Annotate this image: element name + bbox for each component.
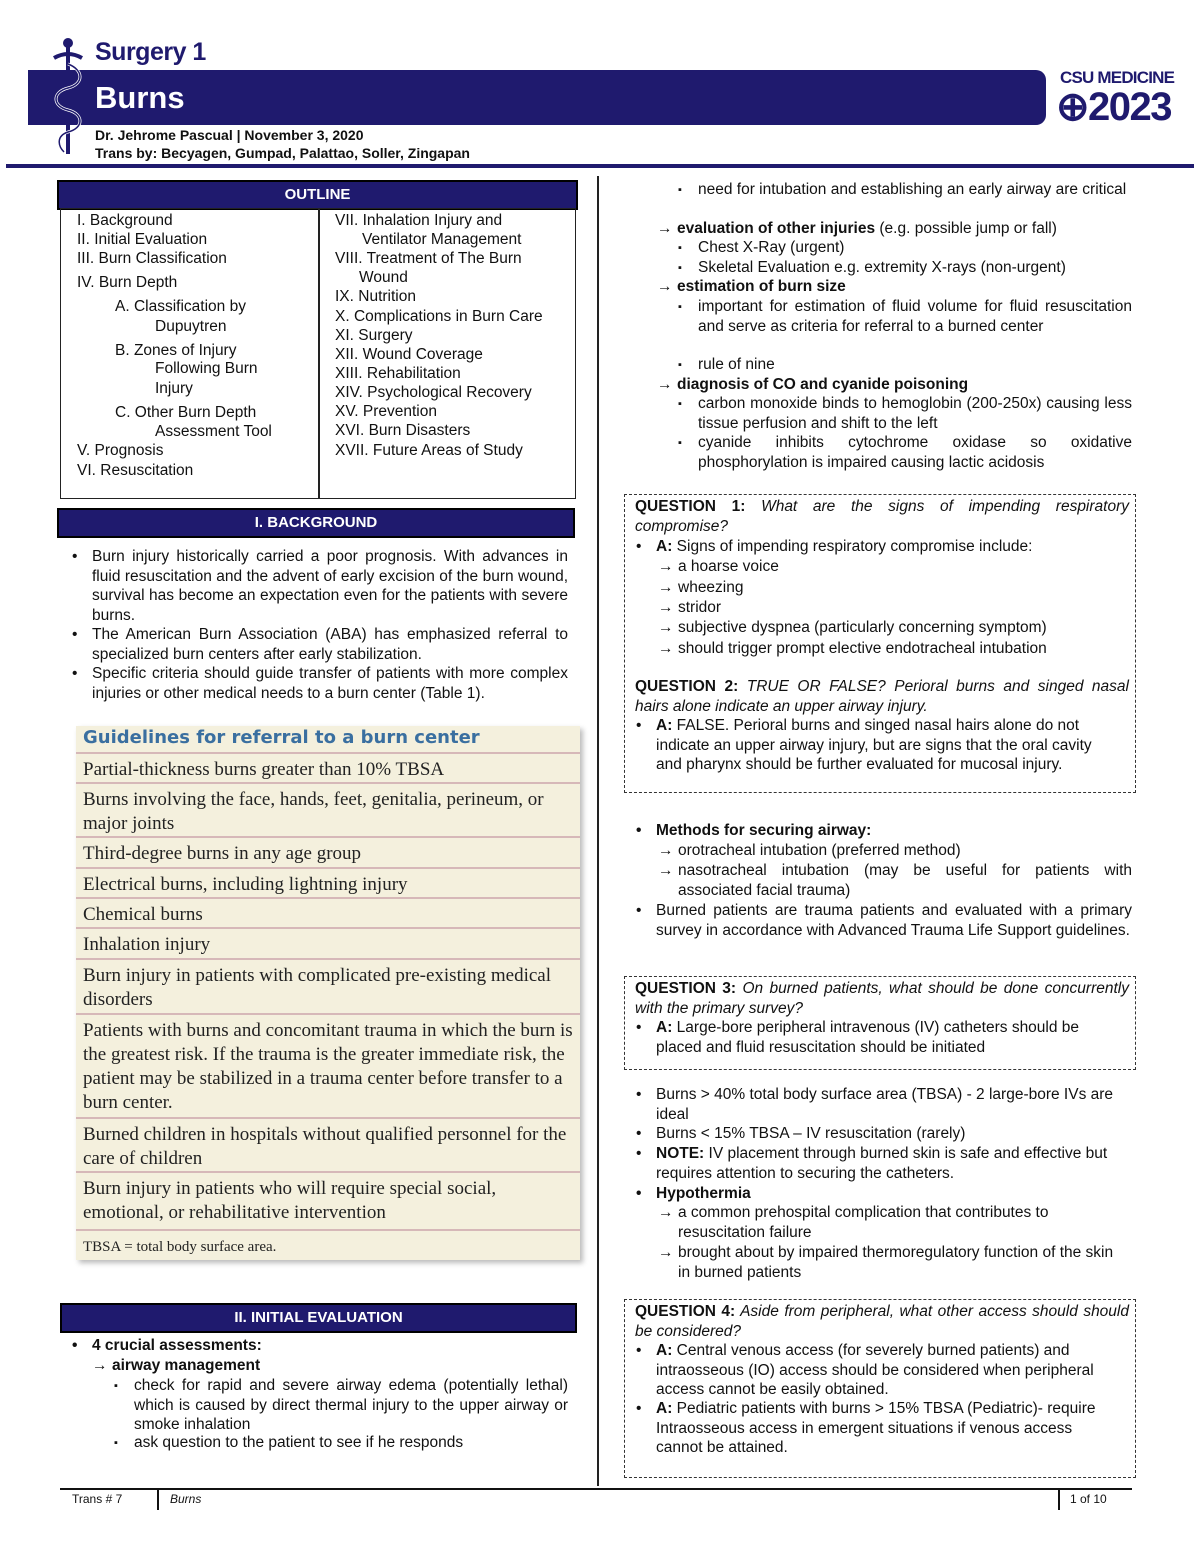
table-row: Third-degree burns in any age group xyxy=(76,836,580,867)
outline-item: IV. Burn Depth xyxy=(77,274,178,291)
trauma-bullet: • Burned patients are trauma patients and evaluated with a primary survey in accordance with Advanced Trauma Life Support guidelines. xyxy=(656,901,1132,940)
outline-subitem: Dupuytren xyxy=(155,318,227,335)
answer-text: Signs of impending respiratory compromise include: xyxy=(676,538,1033,555)
background-heading: I. BACKGROUND xyxy=(57,508,575,538)
table-row: Chemical burns xyxy=(76,897,580,927)
footer-rule xyxy=(60,1488,1132,1490)
answer-text: Pediatric patients with burns > 15% TBSA (Pediatric)- require Intraosseous access in emergent situations if venous access cannot be attained. xyxy=(656,1400,1096,1456)
outline-item: VIII. Treatment of The Burn xyxy=(335,250,522,267)
transcribers-line: Trans by: Becyagen, Gumpad, Palattao, Soller, Zingapan xyxy=(95,145,470,161)
airway-heading: → airway management xyxy=(112,1356,568,1376)
intubation-item: ▪ need for intubation and establishing an early airway are critical xyxy=(698,180,1132,200)
outline-item: XIII. Rehabilitation xyxy=(335,365,461,382)
background-bullet: • Burn injury historically carried a poor prognosis. With advances in fluid resuscitation and the advent of early excision of the burn wound, survival has become an expectation even for the patients with severe burns. xyxy=(92,547,568,625)
answer-item: → a hoarse voice xyxy=(678,557,1130,577)
footer-page-number: 1 of 10 xyxy=(1070,1492,1107,1506)
brand-year: ⊕2023 xyxy=(1056,85,1171,129)
assessments-lead: • 4 crucial assessments: xyxy=(92,1336,568,1356)
answer-text: Large-bore peripheral intravenous (IV) catheters should be placed and fluid resuscitation should be initiated xyxy=(656,1019,1080,1056)
author-line: Dr. Jehrome Pascual | November 3, 2020 xyxy=(95,127,364,143)
answer-label: A: xyxy=(656,1342,673,1359)
table-title: Guidelines for referral to a burn center xyxy=(83,727,480,748)
answer-label: A: xyxy=(656,538,673,555)
table-row: Inhalation injury xyxy=(76,927,580,958)
brand-name: CSU MEDICINE xyxy=(1060,68,1175,87)
answer-text: Central venous access (for severely burned patients) and intraosseous (IO) access should be considered when peripheral access cannot be easily obtained. xyxy=(656,1342,1094,1398)
answer-1 xyxy=(656,537,1130,557)
answer-item: → stridor xyxy=(678,598,1130,618)
outline-item: III. Burn Classification xyxy=(77,250,227,267)
table-row: Burned children in hospitals without qualified personnel for the care of children xyxy=(76,1117,580,1171)
page-title: Burns xyxy=(95,80,185,115)
outline-heading: OUTLINE xyxy=(57,180,578,210)
note-text: IV placement through burned skin is safe and effective but requires attention to securing the catheters. xyxy=(656,1145,1108,1182)
airway-method: → orotracheal intubation (preferred method) xyxy=(678,841,1132,861)
burn-size-item: ▪ rule of nine xyxy=(698,355,1132,375)
answer-2 xyxy=(656,716,1116,775)
answer-item: → subjective dyspnea (particularly concerning symptom) xyxy=(678,618,1130,638)
other-injury-item: ▪ Chest X-Ray (urgent) xyxy=(698,238,1132,258)
answer-label: A: xyxy=(656,1400,673,1417)
outline-item: VI. Resuscitation xyxy=(77,462,194,479)
column-divider xyxy=(597,176,599,1486)
outline-subitem: Following Burn xyxy=(155,360,258,377)
background-bullet: • The American Burn Association (ABA) has emphasized referral to specialized burn centers after early stabilization. xyxy=(92,625,568,664)
outline-item: XVI. Burn Disasters xyxy=(335,422,471,439)
outline-item: II. Initial Evaluation xyxy=(77,231,208,248)
question-text: Aside from peripheral, what other access should should be considered? xyxy=(635,1303,1129,1340)
burn-size-heading: → estimation of burn size xyxy=(677,277,1132,297)
outline-item: IX. Nutrition xyxy=(335,288,416,305)
answer-item: → should trigger prompt elective endotracheal intubation xyxy=(678,639,1130,659)
outline-subitem: A. Classification by xyxy=(115,298,246,315)
answer-4a xyxy=(656,1341,1116,1400)
airway-method: → nasotracheal intubation (may be useful for patients with associated facial trauma) xyxy=(678,861,1132,900)
table-note: TBSA = total body surface area. xyxy=(76,1229,580,1260)
table-row: Partial-thickness burns greater than 10% TBSA xyxy=(76,752,580,782)
initial-eval-heading: II. INITIAL EVALUATION xyxy=(60,1303,577,1333)
outline-divider xyxy=(318,208,320,499)
outline-item: X. Complications in Burn Care xyxy=(335,308,543,325)
answer-text: FALSE. Perioral burns and singed nasal hairs alone do not indicate an upper airway injury, but are signs that the oral cavity and pharynx should be further evaluated for mucosal injury. xyxy=(656,717,1092,773)
answer-item: → wheezing xyxy=(678,578,1130,598)
outline-item: XIV. Psychological Recovery xyxy=(335,384,532,401)
header-rule xyxy=(6,164,1194,168)
hypothermia-item: → brought about by impaired thermoregulatory function of the skin in burned patients xyxy=(678,1243,1128,1282)
co-item: ▪ carbon monoxide binds to hemoglobin (200-250x) causing less tissue perfusion and shift to the left xyxy=(698,394,1132,433)
outline-subitem: Assessment Tool xyxy=(155,423,272,440)
footer-divider xyxy=(157,1490,159,1510)
outline-item: VII. Inhalation Injury and xyxy=(335,212,503,229)
airway-methods-heading: • Methods for securing airway: xyxy=(656,821,1132,841)
table-row: Burn injury in patients with complicated pre-existing medical disorders xyxy=(76,958,580,1013)
answer-label: A: xyxy=(656,1019,673,1036)
airway-item: ▪ check for rapid and severe airway edema (potentially lethal) which is caused by direct thermal injury to the upper airway or smoke inhalation xyxy=(134,1376,568,1435)
question-label: QUESTION 4: xyxy=(635,1303,736,1320)
note-label: NOTE: xyxy=(656,1145,705,1162)
footer-divider xyxy=(1058,1490,1060,1510)
question-text: On burned patients, what should be done concurrently with the primary survey? xyxy=(635,980,1129,1017)
cyanide-item: ▪ cyanide inhibits cytochrome oxidase so oxidative phosphorylation is impaired causing lactic acidosis xyxy=(698,433,1132,472)
outline-subitem: Injury xyxy=(155,380,193,397)
other-injuries-note: (e.g. possible jump or fall) xyxy=(875,220,1057,237)
outline-item: XII. Wound Coverage xyxy=(335,346,483,363)
outline-item: XVII. Future Areas of Study xyxy=(335,442,523,459)
hypothermia-heading: • Hypothermia xyxy=(656,1184,1132,1204)
question-label: QUESTION 1: xyxy=(635,498,746,515)
question-text: TRUE OR FALSE? Perioral burns and singed nasal hairs alone indicate an upper airway injury. xyxy=(635,678,1129,715)
co-cyanide-heading: → diagnosis of CO and cyanide poisoning xyxy=(677,375,1132,395)
iv-bullet: • Burns < 15% TBSA – IV resuscitation (rarely) xyxy=(656,1124,1132,1144)
answer-3 xyxy=(656,1018,1126,1057)
question-text: What are the signs of impending respiratory compromise? xyxy=(635,498,1130,535)
question-4 xyxy=(635,1302,1129,1341)
answer-4b xyxy=(656,1399,1116,1458)
outline-subitem: C. Other Burn Depth xyxy=(115,404,257,421)
outline-item: Ventilator Management xyxy=(362,231,522,248)
outline-item: XI. Surgery xyxy=(335,327,413,344)
question-label: QUESTION 3: xyxy=(635,980,737,997)
question-2 xyxy=(635,677,1129,716)
other-injuries-label: evaluation of other injuries xyxy=(677,220,876,237)
other-injuries-heading xyxy=(677,219,1132,239)
answer-label: A: xyxy=(656,717,673,734)
question-label: QUESTION 2: xyxy=(635,678,739,695)
outline-item: XV. Prevention xyxy=(335,403,437,420)
caduceus-icon xyxy=(50,36,86,156)
airway-item: ▪ ask question to the patient to see if he responds xyxy=(134,1433,568,1453)
footer-topic: Burns xyxy=(170,1492,202,1506)
table-row: Electrical burns, including lightning injury xyxy=(76,867,580,897)
iv-note xyxy=(656,1144,1132,1183)
other-injury-item: ▪ Skeletal Evaluation e.g. extremity X-rays (non-urgent) xyxy=(698,258,1132,278)
outline-item: Wound xyxy=(359,269,408,286)
table-row: Burn injury in patients who will require special social, emotional, or rehabilitative intervention xyxy=(76,1171,580,1229)
burn-size-item: ▪ important for estimation of fluid volume for fluid resuscitation and serve as criteria for referral to a burned center xyxy=(698,297,1132,336)
outline-subitem: B. Zones of Injury xyxy=(115,342,237,359)
table-row: Burns involving the face, hands, feet, genitalia, perineum, or major joints xyxy=(76,782,580,836)
outline-item: I. Background xyxy=(77,212,173,229)
iv-bullet: • Burns > 40% total body surface area (TBSA) - 2 large-bore IVs are ideal xyxy=(656,1085,1132,1124)
footer-trans-number: Trans # 7 xyxy=(72,1492,123,1506)
hypothermia-item: → a common prehospital complication that contributes to resuscitation failure xyxy=(678,1203,1128,1242)
referral-table xyxy=(76,726,580,1260)
question-1 xyxy=(635,497,1129,536)
question-3 xyxy=(635,979,1129,1018)
outline-item: V. Prognosis xyxy=(77,442,164,459)
table-row: Patients with burns and concomitant trauma in which the burn is the greatest risk. If the trauma is the greater immediate risk, the patient may be stabilized in a trauma center before transfer to a burn center. xyxy=(76,1013,580,1117)
background-bullet: • Specific criteria should guide transfer of patients with more complex injuries or other medical needs to a burn center (Table 1). xyxy=(92,664,568,703)
course-name: Surgery 1 xyxy=(95,38,206,66)
